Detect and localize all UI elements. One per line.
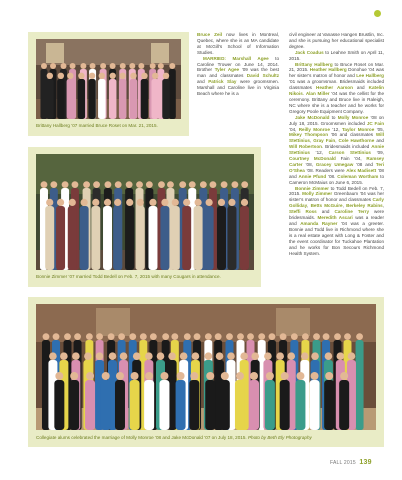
person-head: [50, 181, 57, 188]
person-head: [130, 73, 136, 79]
person-head: [96, 333, 103, 340]
person-head: [140, 333, 147, 340]
wedding-photo-hallberg: [36, 39, 181, 119]
person-head: [216, 352, 224, 360]
person-head: [177, 372, 185, 380]
person-head: [231, 181, 238, 188]
caption-photo-3-text: Collegiate alums celebrated the marriage of Molly Monroe ’08 and Jake McDonald ’07 on July 18, 2015.: [36, 435, 247, 440]
person-head: [49, 352, 57, 360]
person-figure: [169, 69, 176, 119]
person-head: [184, 333, 191, 340]
person-figure: [130, 380, 140, 430]
person-head: [158, 181, 165, 188]
person-head: [67, 73, 73, 79]
person-figure: [54, 380, 64, 430]
person-head: [168, 352, 176, 360]
photo-panel-2: [28, 147, 261, 287]
person-head: [241, 181, 248, 188]
photo-illustration: [36, 39, 181, 119]
person-head: [301, 352, 309, 360]
person-figure: [103, 206, 112, 270]
person-figure: [189, 380, 199, 430]
person-head: [291, 333, 298, 340]
person-figure: [141, 79, 149, 119]
person-head: [194, 333, 201, 340]
wedding-photo-zimmer: [36, 154, 254, 270]
person-head: [195, 199, 202, 206]
person-head: [150, 333, 157, 340]
note-paragraph: civil engineer at Vanasse Hangen Brustlin, Inc. and she is pursuing her educational specialist degree.: [289, 32, 384, 49]
person-figure: [176, 380, 186, 430]
person-head: [226, 333, 233, 340]
person-figure: [80, 206, 89, 270]
person-head: [251, 352, 259, 360]
person-figure: [148, 206, 157, 270]
note-paragraph: Bruce Zeil now lives in Montreal, Quebec, where she is an MA candidate at McGill’s School of Information Studies.: [197, 32, 279, 55]
person-head: [86, 333, 93, 340]
person-head: [152, 73, 158, 79]
person-head: [41, 181, 48, 188]
person-figure: [113, 206, 122, 270]
person-figure: [249, 380, 259, 430]
person-figure: [159, 380, 169, 430]
decorative-dot: [374, 10, 381, 17]
person-head: [218, 199, 225, 206]
photo-panel-3: [28, 297, 384, 447]
person-head: [172, 199, 179, 206]
person-head: [192, 352, 200, 360]
person-head: [60, 63, 66, 69]
person-head: [137, 199, 144, 206]
person-head: [171, 333, 178, 340]
caption-photo-1: Brittany Hallberg ’07 married Bruce Roset on Mar. 21, 2015.: [36, 123, 158, 128]
person-figure: [162, 79, 170, 119]
person-head: [221, 181, 228, 188]
person-head: [104, 199, 111, 206]
person-head: [58, 73, 64, 79]
person-head: [149, 199, 156, 206]
person-head: [227, 352, 235, 360]
person-head: [72, 181, 79, 188]
person-head: [311, 352, 319, 360]
person-head: [110, 73, 116, 79]
person-figure: [295, 380, 305, 430]
person-figure: [144, 380, 154, 430]
person-head: [269, 333, 276, 340]
person-figure: [151, 79, 159, 119]
person-head: [55, 372, 63, 380]
person-head: [129, 333, 136, 340]
person-head: [131, 372, 139, 380]
person-head: [60, 352, 68, 360]
person-head: [53, 333, 60, 340]
person-figure: [45, 206, 54, 270]
person-head: [250, 372, 258, 380]
person-head: [119, 73, 125, 79]
person-head: [344, 333, 351, 340]
person-head: [163, 73, 169, 79]
person-head: [41, 63, 47, 69]
person-head: [110, 63, 116, 69]
person-head: [348, 352, 356, 360]
person-head: [179, 181, 186, 188]
person-figure: [227, 206, 236, 270]
person-head: [264, 352, 272, 360]
person-head: [356, 333, 363, 340]
person-head: [240, 352, 248, 360]
caption-photo-2: Bonnie Zimmer ’07 married Todd Bedell on Feb. 7, 2015 with many Cougars in attendance.: [36, 274, 221, 279]
person-head: [215, 333, 222, 340]
person-figure: [280, 380, 290, 430]
page-footer: [330, 459, 372, 466]
person-figure: [240, 206, 249, 270]
person-figure: [339, 380, 349, 430]
person-head: [276, 352, 284, 360]
person-figure: [160, 206, 169, 270]
person-head: [189, 181, 196, 188]
person-figure: [205, 206, 214, 270]
person-head: [86, 372, 94, 380]
person-head: [158, 63, 164, 69]
person-figure: [119, 79, 127, 119]
person-figure: [310, 380, 320, 430]
person-head: [241, 199, 248, 206]
person-head: [205, 352, 213, 360]
person-head: [57, 199, 64, 206]
person-figure: [171, 206, 180, 270]
person-head: [221, 372, 229, 380]
class-notes-left-column: [197, 32, 279, 97]
person-head: [100, 63, 106, 69]
person-head: [108, 333, 115, 340]
person-head: [129, 63, 135, 69]
person-head: [247, 333, 254, 340]
person-figure: [125, 206, 134, 270]
person-figure: [46, 79, 54, 119]
person-head: [334, 333, 341, 340]
note-paragraph: Jake McDonald to Molly Monroe ’08 on July 18, 2015. Groomsmen included JC Fain ’04, Reilly Monroe ’12, Taylor Monroe ’05, Mikey Thompson ’06 and classmates Will Stettinius, Gray Fain, Cole Hawthorne and Will Robertson. Bridesmaids included Annie Stettinius ’12, Carson Stettinius ’09, Courtney McDonald Fain ’04, Ramsey Carter ’08, Gracey Umegaw ’08 and Teri O’Shea ’08. Readers were Alex Madisett ’08 and Annie Pfund ’08. Coleman Wortham to Cameron McMaius on June 6, 2015.: [289, 114, 385, 185]
person-head: [313, 333, 320, 340]
caption-photo-3-credit: Photo by Beth Ely Photography: [247, 435, 312, 440]
person-head: [62, 181, 69, 188]
person-head: [105, 181, 112, 188]
person-head: [337, 352, 345, 360]
person-figure: [56, 206, 65, 270]
person-head: [109, 352, 117, 360]
person-head: [136, 181, 143, 188]
person-head: [83, 181, 90, 188]
person-head: [43, 333, 50, 340]
person-head: [90, 63, 96, 69]
person-head: [323, 333, 330, 340]
person-head: [258, 333, 265, 340]
person-head: [200, 181, 207, 188]
person-head: [80, 63, 86, 69]
person-figure: [101, 380, 111, 430]
person-figure: [98, 79, 106, 119]
person-head: [236, 372, 244, 380]
person-figure: [115, 380, 125, 430]
person-figure: [130, 79, 138, 119]
person-head: [84, 352, 92, 360]
person-head: [114, 199, 121, 206]
person-head: [99, 73, 105, 79]
person-head: [160, 372, 168, 380]
person-figure: [265, 380, 275, 430]
note-paragraph: Brittany Hallberg to Bruce Roset on Mar. 21, 2015. Heather Hallberg Donohue ’04 was her sister’s matron of honor and Lee Hallberg ’01 was a groomsman. Bridesmaids included classmates Heather Aarson and Katelin Nikois. Alan Miller ’04 was the cellist for the ceremony. Brittany and Bruce live in Raleigh, NC where she is a teacher and he works for Gregory Poole Equipment Company.: [289, 61, 385, 114]
person-figure: [109, 79, 117, 119]
person-head: [141, 73, 147, 79]
class-notes-right-column: [289, 32, 384, 256]
person-head: [47, 73, 53, 79]
note-paragraph: Bonnie Zimmer to Todd Bedell on Feb. 7, 2015. Molly Zimmer Greenbaum ’04 was her sister’s matron of honor and classmates Carly Golliday, Betts McGuire, Berkeley Rabins, Steffi Ross and Caroline Terry were bridesmaids. Meredith Ascari was a reader and Amanda Rayner ’04 was a greeter. Bonnie and Todd live in Richmond where she is a real estate agent with Long & Foster and the event coordinator for Tuckahoe Plantation and he works for Bon Secours Richmond Health System.: [289, 185, 385, 256]
page-number: 139: [359, 459, 372, 466]
person-head: [325, 372, 333, 380]
person-head: [89, 73, 95, 79]
person-figure: [220, 380, 230, 430]
person-head: [118, 333, 125, 340]
person-head: [120, 63, 126, 69]
person-head: [115, 181, 122, 188]
person-figure: [356, 340, 364, 430]
person-figure: [324, 380, 334, 430]
person-head: [161, 199, 168, 206]
person-head: [205, 333, 212, 340]
person-figure: [85, 380, 95, 430]
person-figure: [136, 206, 145, 270]
issue-season: FALL 2015: [330, 460, 356, 466]
person-head: [190, 372, 198, 380]
person-head: [116, 372, 124, 380]
person-head: [210, 181, 217, 188]
person-figure: [182, 206, 191, 270]
person-head: [340, 372, 348, 380]
person-figure: [57, 79, 65, 119]
person-head: [46, 199, 53, 206]
person-head: [74, 333, 81, 340]
person-head: [70, 63, 76, 69]
person-figure: [205, 380, 215, 430]
person-head: [157, 352, 165, 360]
person-figure: [69, 380, 79, 430]
person-head: [69, 199, 76, 206]
person-head: [126, 181, 133, 188]
person-head: [78, 73, 84, 79]
person-head: [296, 372, 304, 380]
person-head: [50, 63, 56, 69]
person-head: [150, 63, 156, 69]
person-head: [64, 333, 71, 340]
note-paragraph: MARRIED: Marshall Agee to Caroline Trower on June 14, 2014. Brother Tyler Agee ’09 was the best man and classmates David Schultz and Patrick Slay were groomsmen. Marshall and Caroline live in Virginia Beach where he is a: [197, 55, 280, 97]
note-paragraph: Jack Coadus to Leahne Smith on April 11, 2015.: [289, 49, 385, 61]
person-head: [93, 181, 100, 188]
person-head: [206, 372, 214, 380]
person-head: [237, 333, 244, 340]
person-figure: [68, 206, 77, 270]
person-head: [302, 333, 309, 340]
person-head: [287, 352, 295, 360]
person-figure: [217, 206, 226, 270]
person-head: [311, 372, 319, 380]
photo-illustration: [36, 154, 254, 270]
person-head: [92, 199, 99, 206]
person-figure: [67, 79, 75, 119]
person-figure: [194, 206, 203, 270]
person-head: [145, 352, 153, 360]
person-head: [138, 63, 144, 69]
person-head: [120, 352, 128, 360]
person-head: [162, 333, 169, 340]
person-head: [167, 181, 174, 188]
photo-panel-1: [28, 32, 189, 136]
person-head: [180, 352, 188, 360]
person-figure: [91, 206, 100, 270]
person-head: [81, 199, 88, 206]
person-figure: [78, 79, 86, 119]
photo-illustration: [36, 304, 376, 430]
person-head: [146, 181, 153, 188]
person-head: [133, 352, 141, 360]
person-head: [72, 352, 80, 360]
caption-photo-3: [36, 435, 376, 440]
person-figure: [88, 79, 96, 119]
person-head: [228, 199, 235, 206]
person-head: [266, 372, 274, 380]
person-head: [70, 372, 78, 380]
person-figure: [235, 380, 245, 430]
person-head: [96, 352, 104, 360]
person-head: [183, 199, 190, 206]
person-head: [280, 333, 287, 340]
person-head: [281, 372, 289, 380]
person-head: [102, 372, 110, 380]
person-head: [206, 199, 213, 206]
person-head: [145, 372, 153, 380]
person-head: [169, 63, 175, 69]
person-head: [325, 352, 333, 360]
wedding-photo-monroe-mcdonald: [36, 304, 376, 430]
person-head: [126, 199, 133, 206]
